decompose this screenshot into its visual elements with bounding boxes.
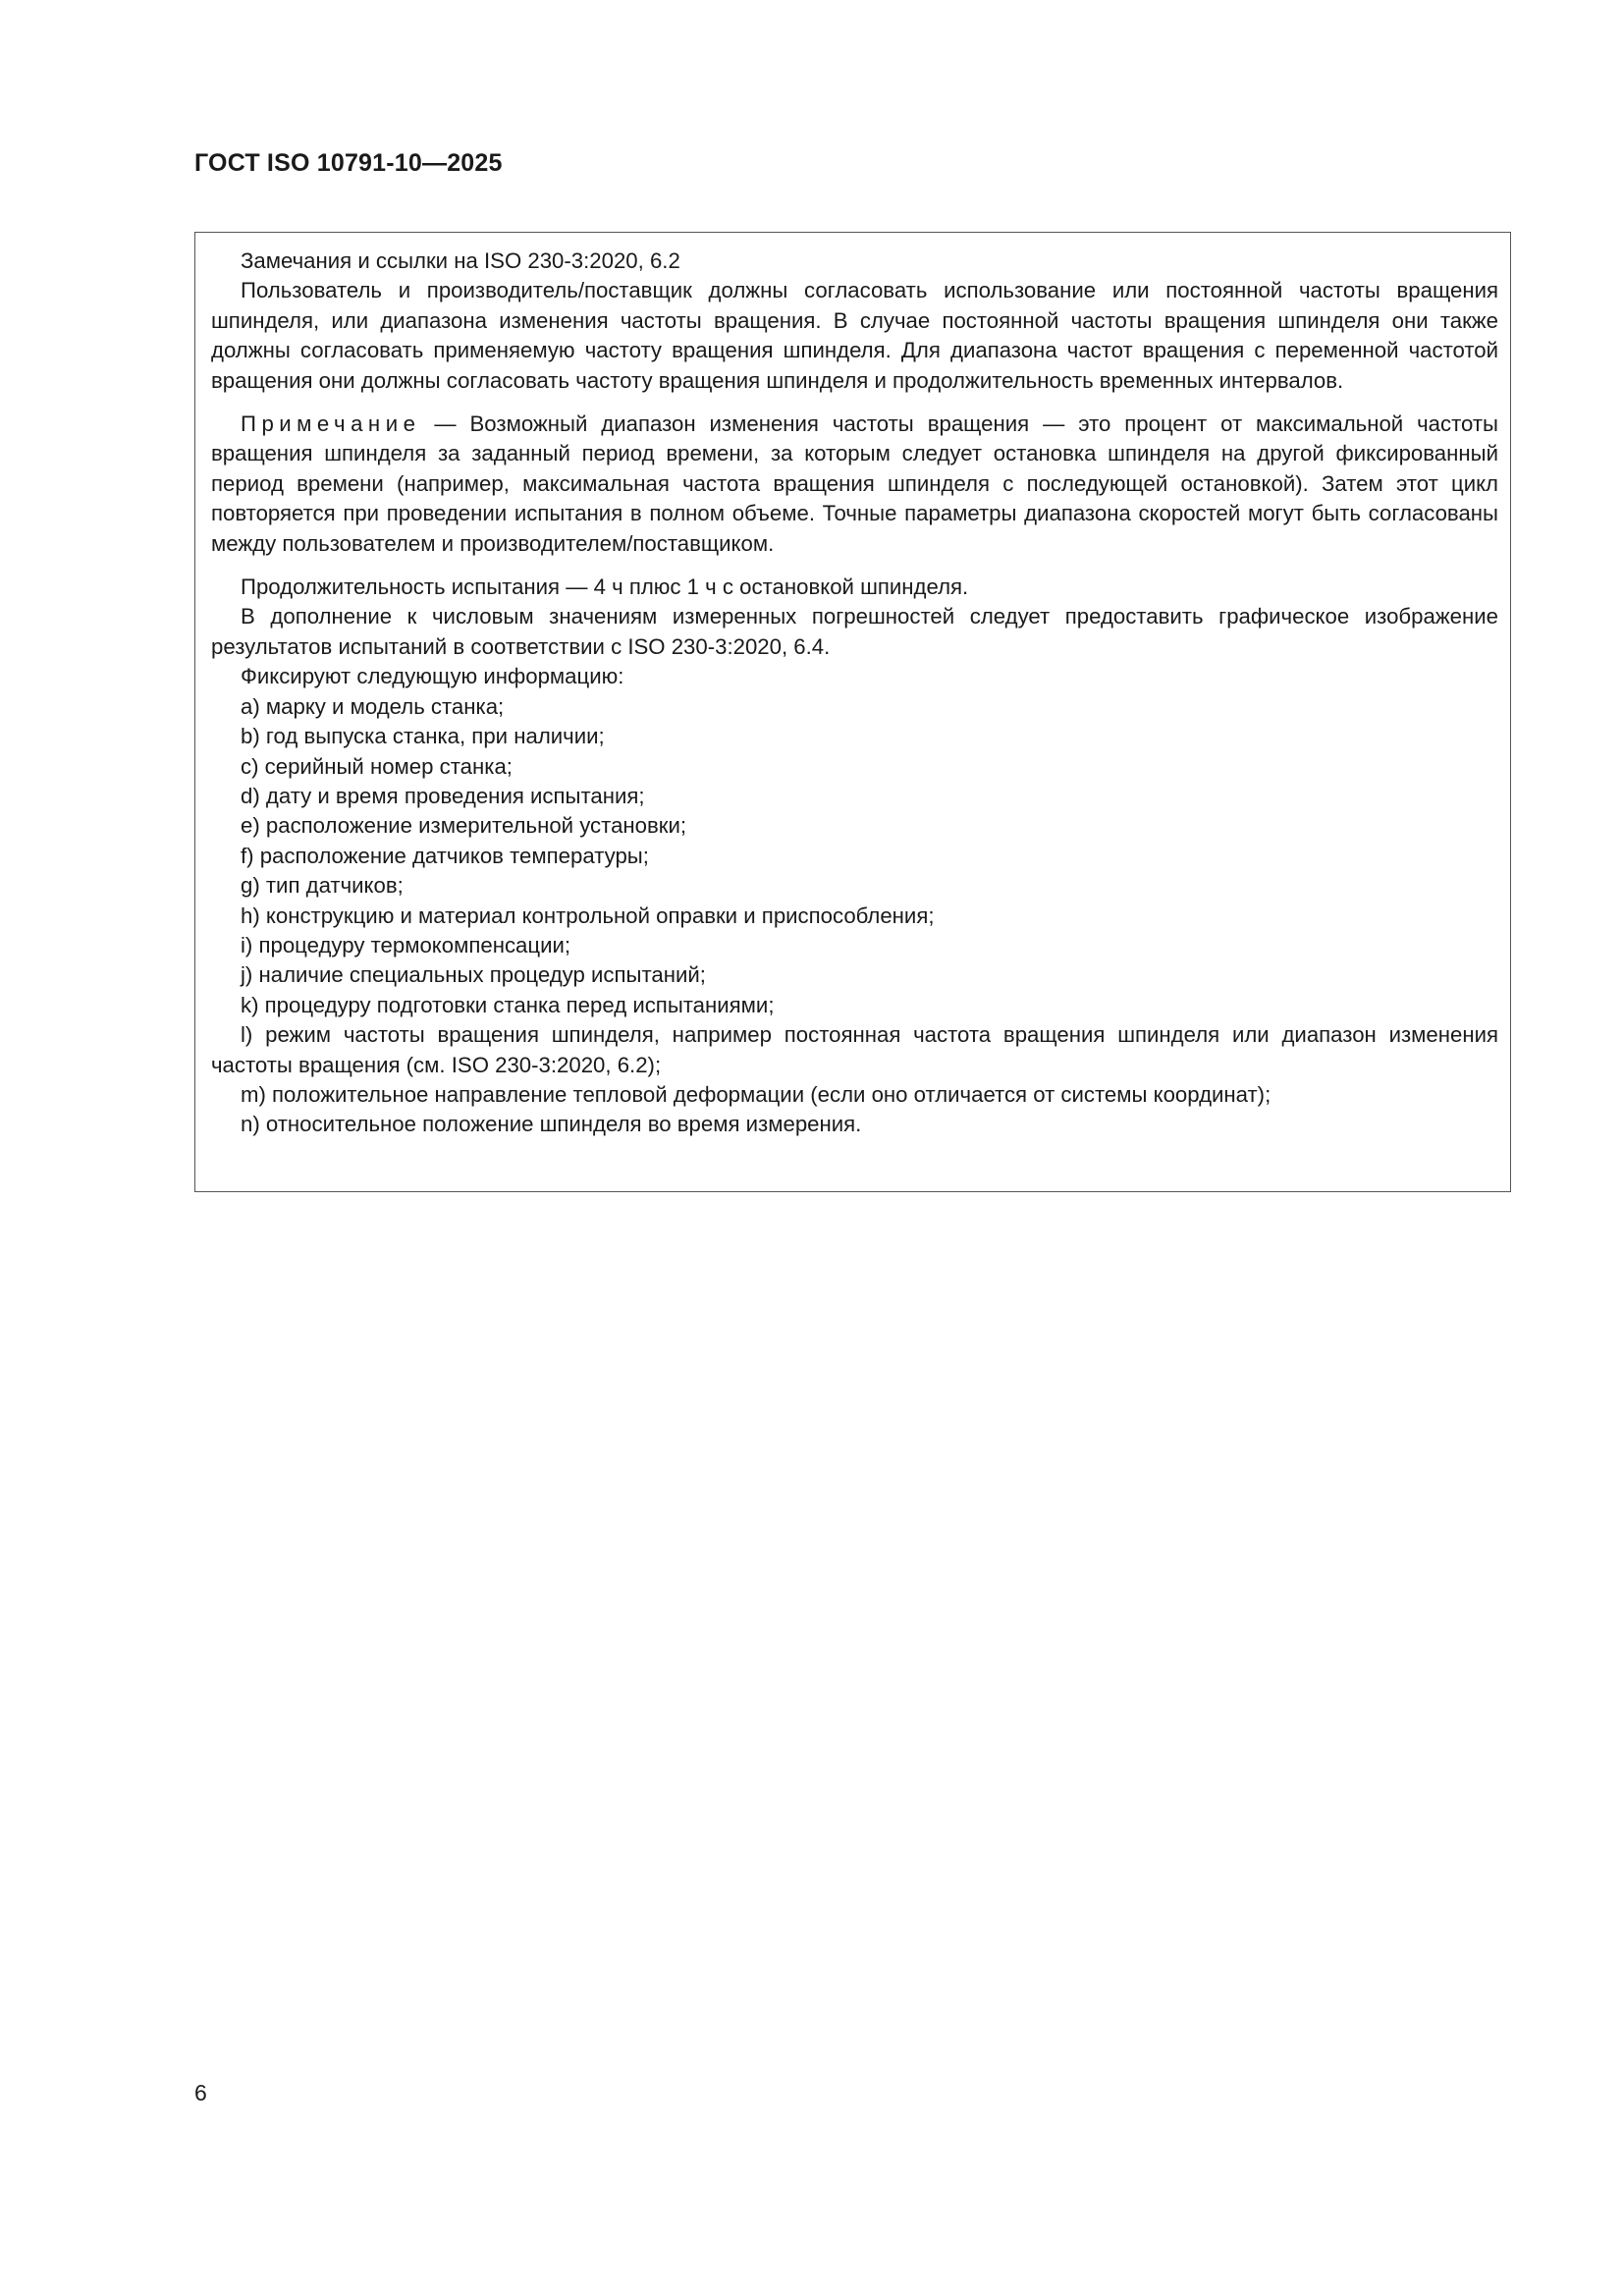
list-item: n) относительное положение шпинделя во время измерения. [241,1112,862,1137]
paragraph-duration: Продолжительность испытания — 4 ч плюс 1 ч с остановкой шпинделя. [241,574,969,600]
list-item: j) наличие специальных процедур испытаний; [241,962,706,988]
note-text: — Возможный диапазон изменения частоты вращения — это процент от максимальной частоты вращения шпинделя за заданный период времени, за которым следует остановка шпинделя на другой фиксированный период времени (например, максимальная частота вращения шпинделя с последующей остановкой). Затем этот цикл повторяется при проведении испытания в полном объеме. Точные параметры диапазона скоростей могут быть согласованы между пользователем и производителем/поставщиком. [211,411,1498,556]
requirements-box [194,232,1511,1192]
box-heading: Замечания и ссылки на ISO 230-3:2020, 6.2 [241,248,680,273]
list-item: k) процедуру подготовки станка перед испытаниями; [241,992,775,1017]
list-item: a) марку и модель станка; [241,693,505,719]
list-item: h) конструкцию и материал контрольной оправки и приспособления; [241,902,935,928]
note-label: Примечание [241,411,421,437]
list-item: f) расположение датчиков температуры; [241,843,649,868]
document-header: ГОСТ ISO 10791-10—2025 [194,149,503,177]
list-item: b) год выпуска станка, при наличии; [241,724,605,749]
note-paragraph [211,410,1498,559]
paragraph-graphics: В дополнение к числовым значениям измеренных погрешностей следует предоставить графическое изображение результатов испытаний в соответствии с ISO 230-3:2020, 6.4. [211,604,1498,659]
paragraph-record-info: Фиксируют следующую информацию: [241,664,624,689]
list-item: i) процедуру термокомпенсации; [241,932,571,957]
list-item: d) дату и время проведения испытания; [241,783,645,808]
page-number: 6 [194,2080,207,2105]
list-item: c) серийный номер станка; [241,753,513,779]
list-item: m) положительное направление тепловой деформации (если оно отличается от системы координат); [241,1081,1271,1107]
paragraph-agreement: Пользователь и производитель/поставщик должны согласовать использование или постоянной частоты вращения шпинделя, или диапазона изменения частоты вращения. В случае постоянной частоты вращения шпинделя они также должны согласовать применяемую частоту вращения шпинделя. Для диапазона частот вращения с переменной частотой вращения они должны согласовать частоту вращения шпинделя и продолжительность временных интервалов. [211,278,1498,393]
list-item: e) расположение измерительной установки; [241,813,687,839]
list-item: l) режим частоты вращения шпинделя, например постоянная частота вращения шпинделя или диапазон изменения частоты вращения (см. ISO 230-3:2020, 6.2); [211,1022,1498,1077]
list-item: g) тип датчиков; [241,873,404,899]
